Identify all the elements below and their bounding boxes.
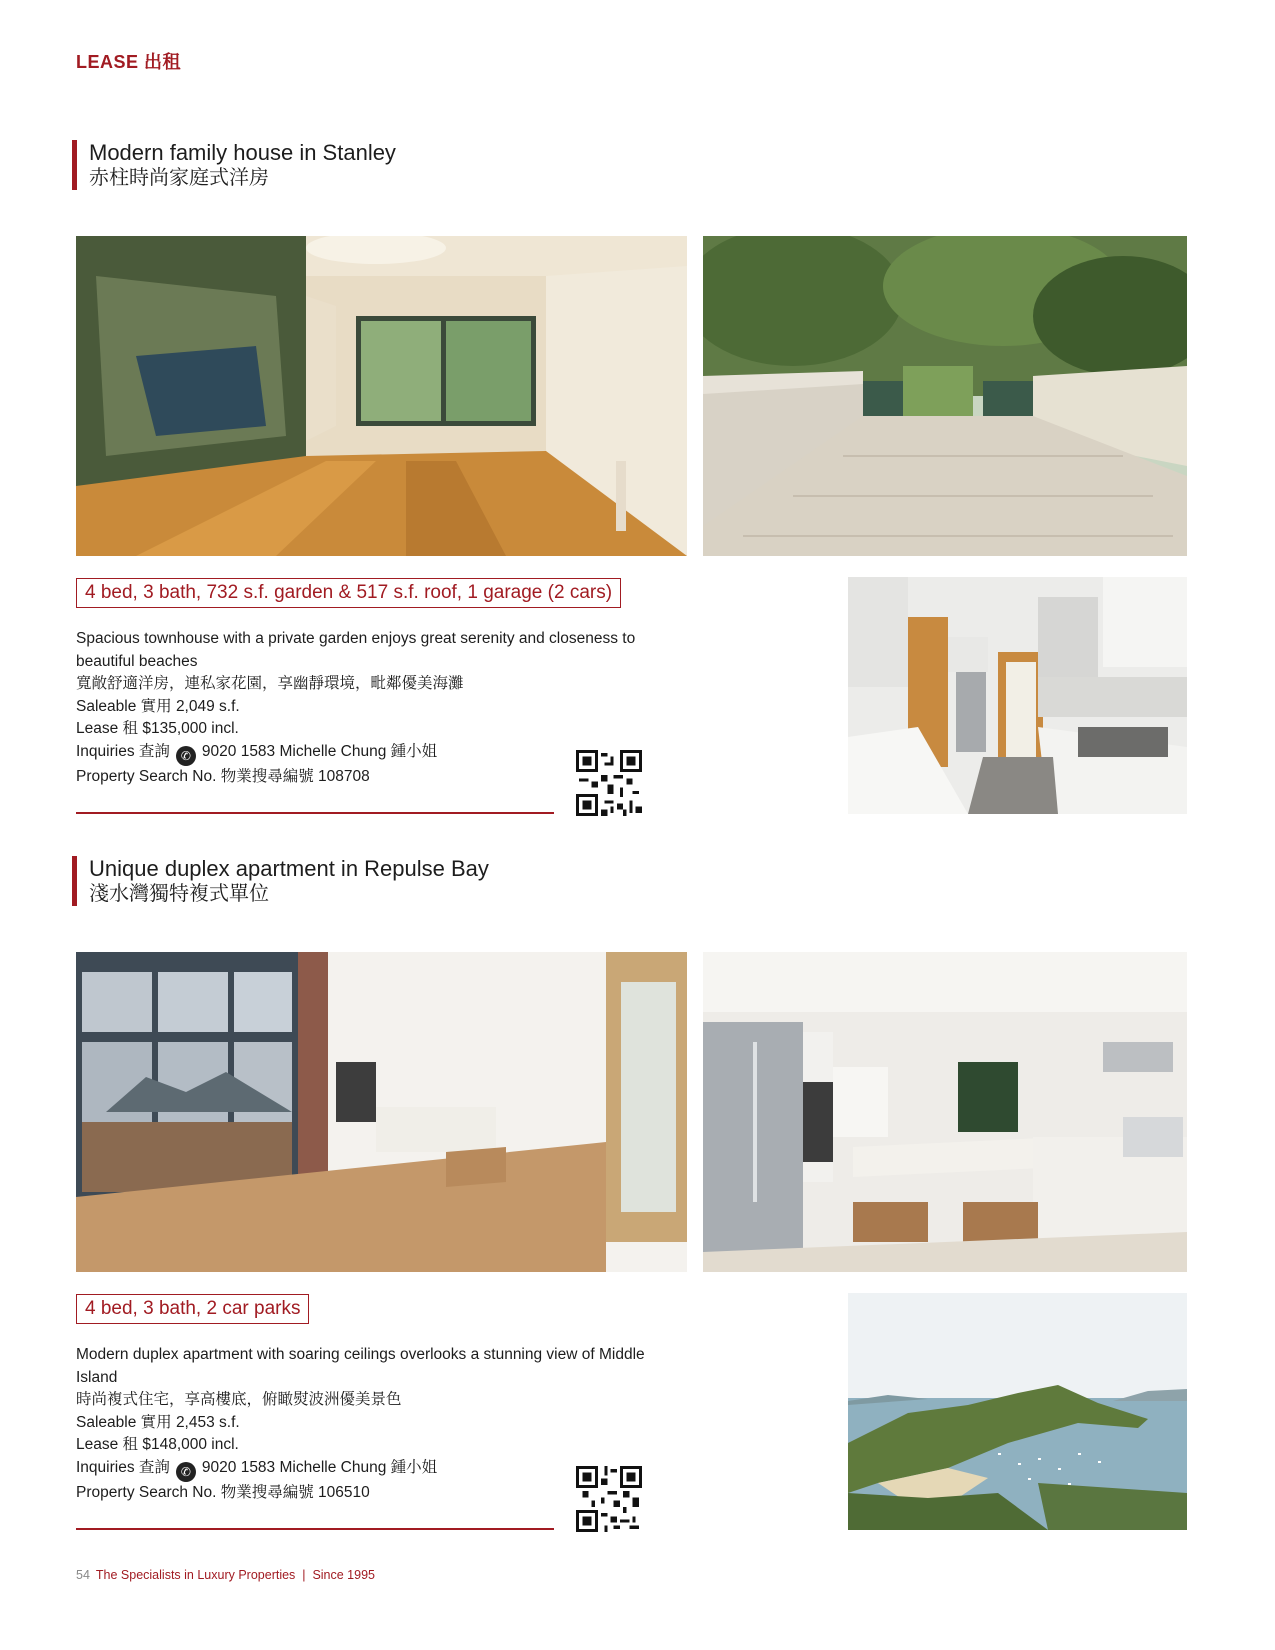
whatsapp-icon[interactable]: ✆ [176,1462,196,1482]
listing-2-lease: Lease 租 $148,000 incl. [76,1436,239,1453]
listing-1-lease: Lease 租 $135,000 incl. [76,720,239,737]
page-number: 54 [76,1568,90,1582]
footer-tagline: The Specialists in Luxury Properties | Since 1995 [95,1568,375,1582]
listing-1-title-zh: 赤柱時尚家庭式洋房 [89,167,269,189]
listing-2-specs: 4 bed, 3 bath, 2 car parks [76,1294,309,1324]
listing-2-inquiries-contact[interactable]: 9020 1583 Michelle Chung 鍾小姐 [201,1458,438,1476]
listing-2-search-no: Property Search No. 物業搜尋編號 106510 [76,1483,370,1501]
listing-1-specs: 4 bed, 3 bath, 732 s.f. garden & 517 s.f. roof, 1 garage (2 cars) [76,578,621,608]
listing-1-divider [76,812,554,814]
listing-2-desc-zh: 時尚複式住宅，享高樓底，俯瞰熨波洲優美景色 [76,1391,402,1408]
listing-1-title-en: Modern family house in Stanley [89,140,396,165]
garden-terrace-photo [703,236,1187,556]
listing-2-title-zh: 淺水灣獨特複式單位 [89,883,269,905]
duplex-living-photo [76,952,687,1272]
whatsapp-icon[interactable]: ✆ [176,746,196,766]
listing-2-inquiries-label: Inquiries 查詢 [76,1458,170,1476]
listing-1-qr-code[interactable] [576,750,642,816]
listing-2-title-en: Unique duplex apartment in Repulse Bay [89,856,489,881]
listing-1-inquiries-contact[interactable]: 9020 1583 Michelle Chung 鍾小姐 [201,742,438,760]
listing-1-desc-en: Spacious townhouse with a private garden enjoys great serenity and closeness to beautiful beaches [76,630,636,670]
living-room-photo [76,236,687,556]
white-kitchen-photo [703,952,1187,1272]
listing-2-saleable: Saleable 實用 2,453 s.f. [76,1413,240,1431]
bay-view-photo [848,1293,1187,1530]
listing-1-search-no: Property Search No. 物業搜尋編號 108708 [76,767,370,785]
listing-2-qr-code[interactable] [576,1466,642,1532]
listing-2-desc-en: Modern duplex apartment with soaring ceilings overlooks a stunning view of Middle Island [76,1346,645,1386]
page-footer [76,1568,375,1582]
listing-1-saleable: Saleable 實用 2,049 s.f. [76,697,240,715]
listing-1-desc-zh: 寬敞舒適洋房，連私家花園，享幽靜環境，毗鄰優美海灘 [76,675,464,692]
listing-1-title [72,140,396,190]
section-label: LEASE 出租 [76,52,182,72]
listing-2-title [72,856,489,906]
listing-2-divider [76,1528,554,1530]
listing-1-inquiries-label: Inquiries 查詢 [76,742,170,760]
kitchen-photo [848,577,1187,814]
